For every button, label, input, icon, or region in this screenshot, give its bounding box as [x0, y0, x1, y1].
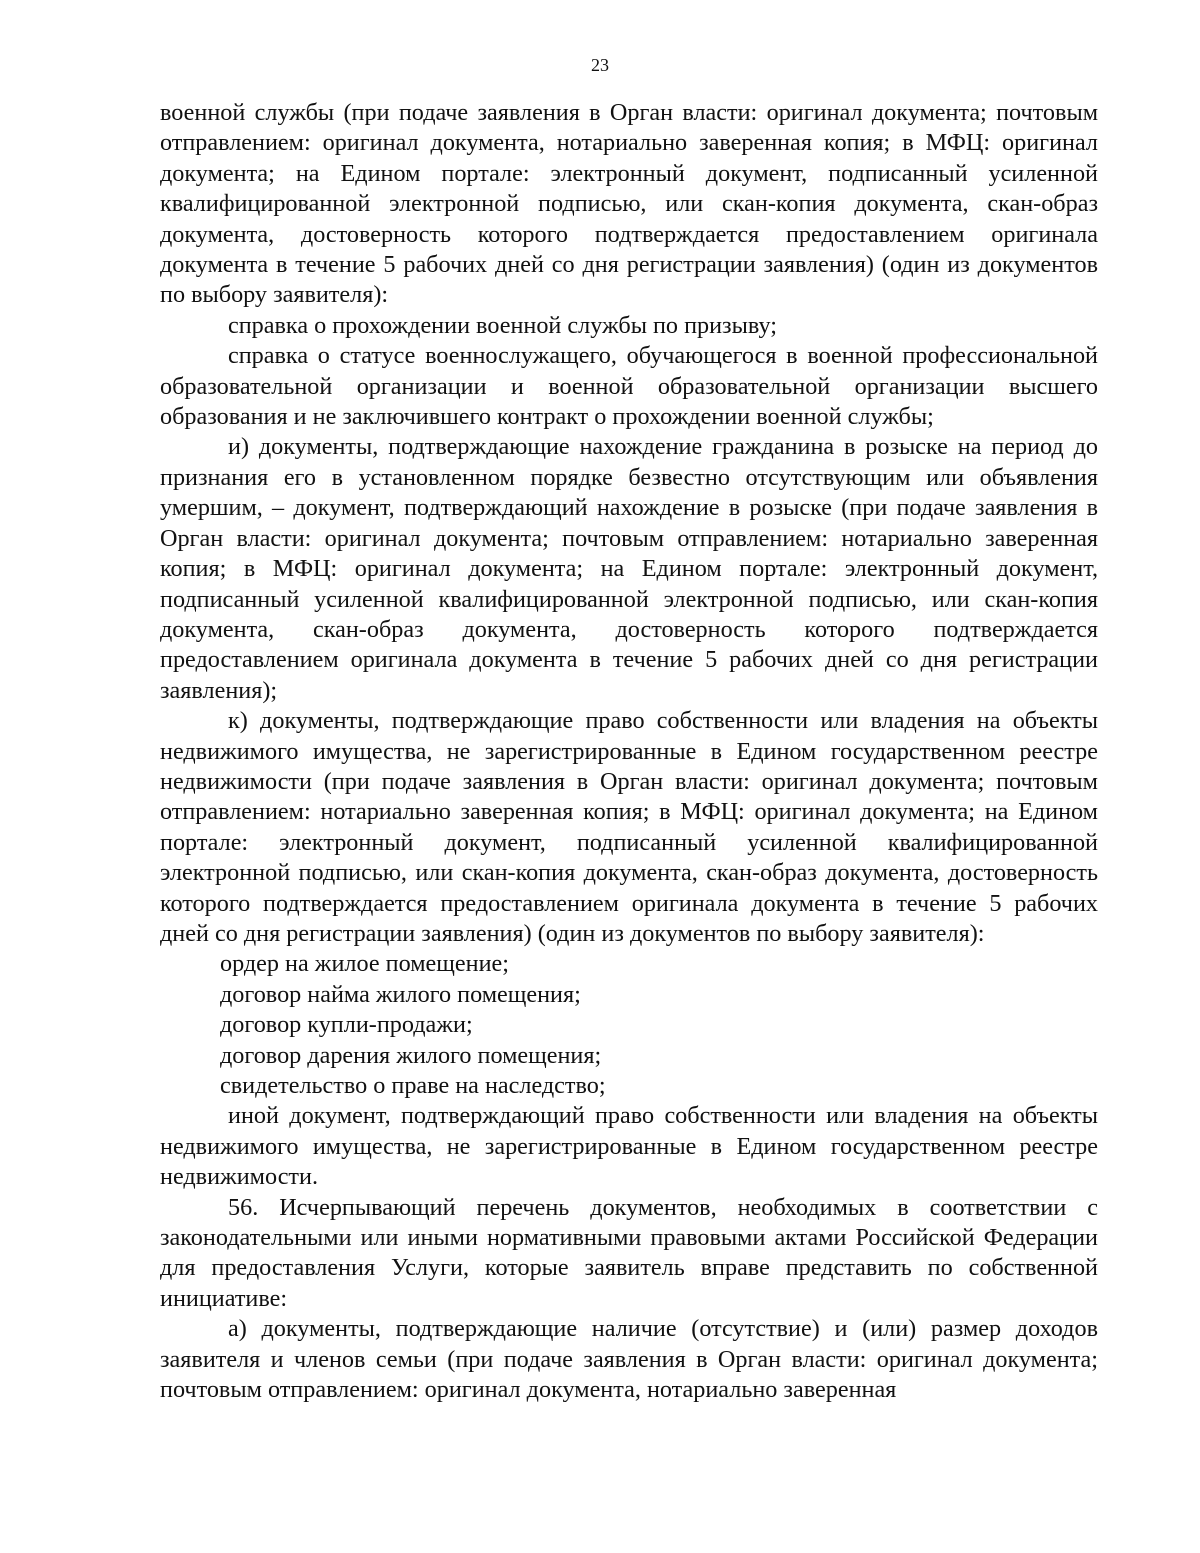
paragraph-item-i-wanted-person: и) документы, подтверждающие нахождение гражданина в розыске на период до признания его в установленном порядке безвестно отсутствующим или объявления умершим, – документ, подтверждающий нахождение в розыске (при подаче заявления в Орган власти: оригинал документа; почтовым отправлением: нотариально заверенная копия; в МФЦ: оригинал документа; на Едином портале: электронный документ, подписанный усиленной квалифицированной электронной подписью, или скан-копия документа, скан-образ документа, достоверность которого подтверждается предоставлением оригинала документа в течение 5 рабочих дней со дня регистрации заявления);	[160, 433, 1098, 704]
paragraph-serviceman-status-certificate: справка о статусе военнослужащего, обучающегося в военной профессиональной образовательной организации и военной образовательной организации высшего образования и не заключившего контракт о прохождении военной службы;	[160, 342, 1098, 431]
list-item-sale-agreement: договор купли-продажи;	[220, 1011, 473, 1039]
paragraph-56-exhaustive-list: 56. Исчерпывающий перечень документов, необходимых в соответствии с законодательными или иными нормативными правовыми актами Российской Федерации для предоставления Услуги, которые заявитель вправе представить по собственной инициативе:	[160, 1193, 1098, 1312]
paragraph-conscription-certificate: справка о прохождении военной службы по призыву;	[228, 311, 777, 339]
paragraph-military-service-continuation: военной службы (при подаче заявления в Орган власти: оригинал документа; почтовым отправлением: оригинал документа, нотариально заверенная копия; в МФЦ: оригинал документа; на Едином портале: электронный документ, подписанный усиленной квалифицированной электронной подписью, или скан-копия документа, скан-образ документа, достоверность которого подтверждается предоставлением оригинала документа в течение 5 рабочих дней со дня регистрации заявления) (один из документов по выбору заявителя):	[160, 99, 1098, 309]
paragraph-other-document: иной документ, подтверждающий право собственности или владения на объекты недвижимого имущества, не зарегистрированные в Едином государственном реестре недвижимости.	[160, 1102, 1098, 1191]
paragraph-item-a-income-documents: а) документы, подтверждающие наличие (отсутствие) и (или) размер доходов заявителя и членов семьи (при подаче заявления в Орган власти: оригинал документа; почтовым отправлением: оригинал документа, нотариально заверенная	[160, 1315, 1098, 1404]
list-item-gift-agreement: договор дарения жилого помещения;	[220, 1041, 602, 1069]
list-item-inheritance-certificate: свидетельство о праве на наследство;	[220, 1072, 606, 1099]
document-body	[160, 98, 1098, 1405]
paragraph-item-k-property-rights: к) документы, подтверждающие право собственности или владения на объекты недвижимого имущества, не зарегистрированные в Едином государственном реестре недвижимости (при подаче заявления в Орган власти: оригинал документа; почтовым отправлением: нотариально заверенная копия; в МФЦ: оригинал документа; на Едином портале: электронный документ, подписанный усиленной квалифицированной электронной подписью, или скан-копия документа, скан-образ документа, достоверность которого подтверждается предоставлением оригинала документа в течение 5 рабочих дней со дня регистрации заявления) (один из документов по выбору заявителя):	[160, 707, 1098, 947]
list-item-lease-agreement: договор найма жилого помещения;	[220, 980, 581, 1008]
list-item-housing-warrant: ордер на жилое помещение;	[220, 950, 509, 978]
page-number: 23	[591, 55, 609, 75]
